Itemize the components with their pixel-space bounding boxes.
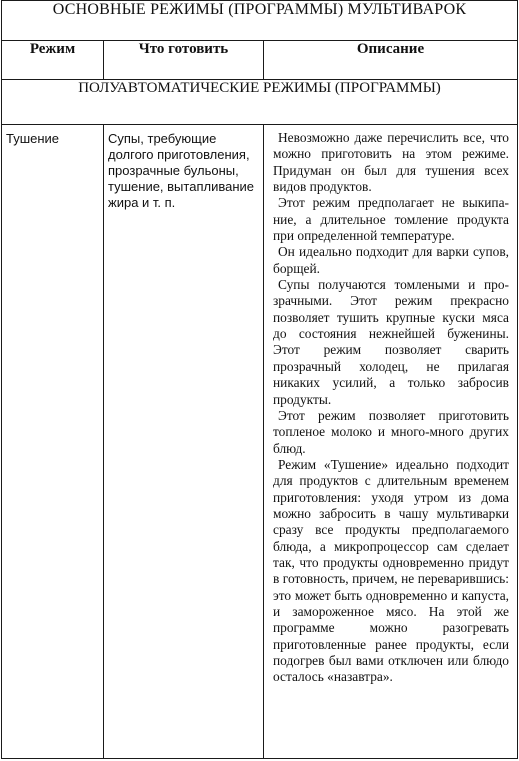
- description-paragraph: Невозможно даже перечислить все, что можно приготовить на этом режиме. Придуман он был для тушения всех видов продуктов.: [273, 130, 509, 195]
- column-header-description: Описание: [264, 41, 518, 80]
- mode-cell: Тушение: [2, 125, 104, 759]
- section-row: [2, 80, 518, 125]
- description-paragraph: Этот режим предполагает не выкипание, а длительное томление продукта при определенной температуре.: [273, 195, 509, 244]
- modes-table: [1, 0, 518, 759]
- table-header-row: [2, 41, 518, 80]
- description-paragraph: Этот режим позволяет приготовить топленое молоко и много-много других блюд.: [273, 407, 509, 456]
- table-row: [2, 125, 518, 759]
- table-title-row: [2, 1, 518, 41]
- what-to-cook-cell: Супы, требующие долгого приготовления, прозрачные бульоны, тушение, вытапливание жира и т. п.: [104, 125, 264, 759]
- section-title: ПОЛУАВТОМАТИЧЕСКИЕ РЕЖИМЫ (ПРОГРАММЫ): [2, 80, 518, 125]
- description-paragraph: Супы получаются томлеными и прозрачными. Этот режим прекрасно позволяет тушить крупные куски мяса до состояния нежнейшей буженины. Этот режим позволяет сварить прозрачный холодец, не прилагая никаких усилий, а только забросив продукты.: [273, 277, 509, 407]
- column-header-what: Что готовить: [104, 41, 264, 80]
- description-paragraph: Режим «Тушение» идеально подходит для продуктов с длительным временем приготовления: уходя утром из дома можно забросить в чашу мультиварки сразу все продукты предполагаемого блюда, а микропроцессор сам сделает так, что продукты одновременно придут в готовность, причем, не переварившись: это может быть одновременно и капуста, и замороженное мясо. На этой же программе можно разогревать приготовленные ранее продукты, если подогрев был вами отключен или блюдо осталось «назавтра».: [273, 456, 509, 685]
- table-title: ОСНОВНЫЕ РЕЖИМЫ (ПРОГРАММЫ) МУЛЬТИВАРОК: [2, 1, 518, 41]
- description-paragraph: Он идеально подходит для варки супов, борщей.: [273, 244, 509, 276]
- description-cell: [264, 125, 518, 759]
- column-header-mode: Режим: [2, 41, 104, 80]
